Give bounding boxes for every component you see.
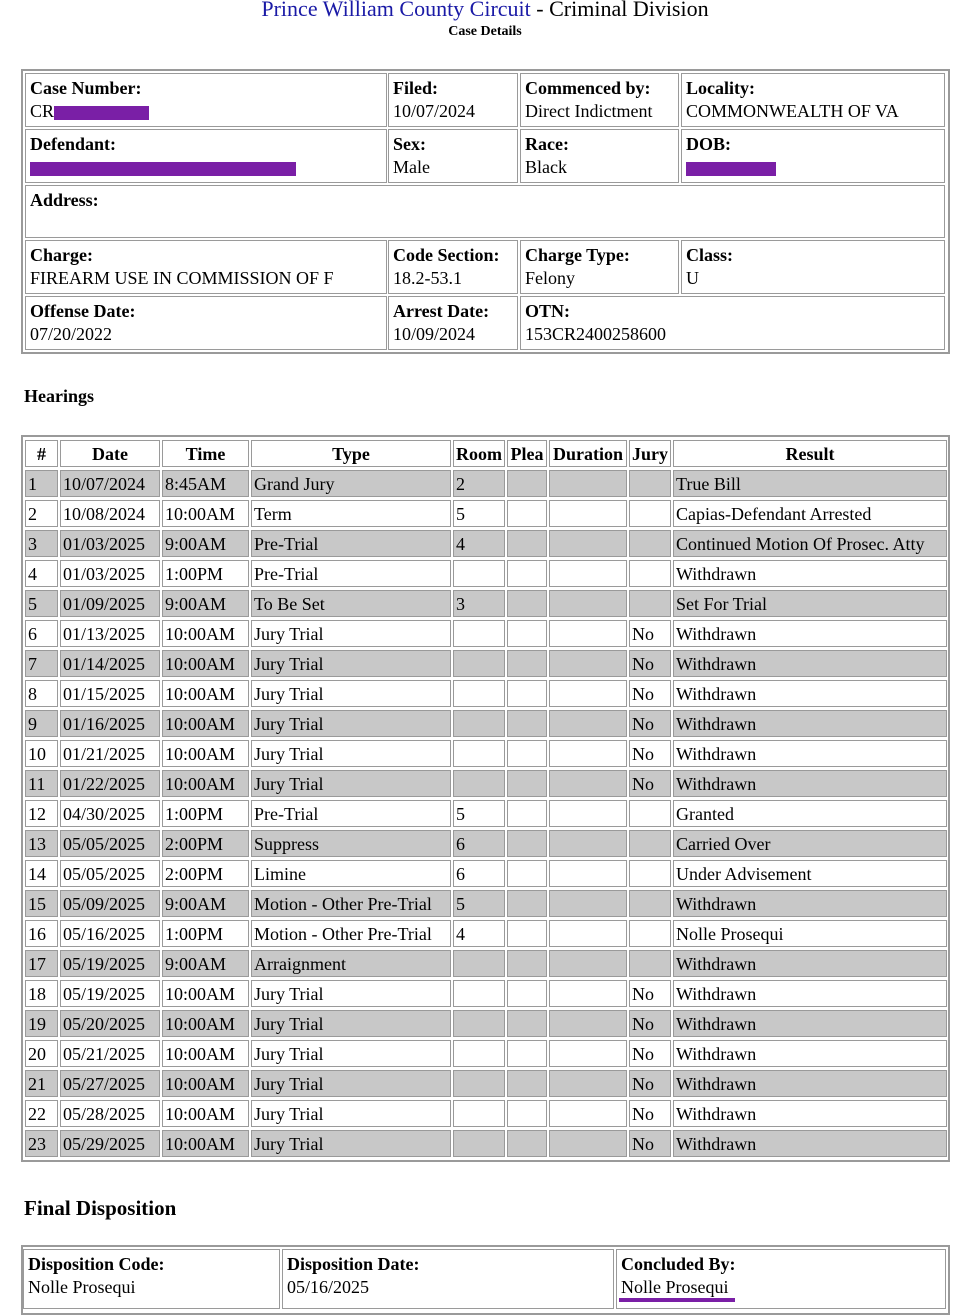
hearing-cell-time: 10:00AM (162, 1130, 249, 1157)
hearing-cell-type: Motion - Other Pre-Trial (251, 920, 451, 947)
otn-label: OTN: (525, 301, 570, 321)
case-number-prefix: CR (30, 101, 55, 121)
hearing-cell-jury (629, 530, 671, 557)
hearing-cell-type: Grand Jury (251, 470, 451, 497)
hearing-cell-jury (629, 950, 671, 977)
hearing-cell-plea (507, 830, 547, 857)
dob-label: DOB: (686, 134, 731, 154)
hearing-cell-jury: No (629, 650, 671, 677)
division-name: Criminal Division (549, 0, 709, 21)
column-header-type: Type (251, 440, 451, 467)
hearing-cell-type: Jury Trial (251, 740, 451, 767)
hearing-cell-result: Withdrawn (673, 770, 947, 797)
defendant-value (30, 156, 382, 179)
hearing-cell-type: Jury Trial (251, 980, 451, 1007)
hearing-cell-type: Jury Trial (251, 1070, 451, 1097)
hearing-cell-jury (629, 860, 671, 887)
hearing-cell-time: 1:00PM (162, 920, 249, 947)
hearing-cell-room: 6 (453, 860, 505, 887)
charge-type-value: Felony (525, 268, 576, 288)
hearing-cell-jury: No (629, 770, 671, 797)
hearing-cell-duration (549, 650, 627, 677)
hearing-cell-num: 16 (25, 920, 58, 947)
class-value: U (686, 268, 699, 288)
hearing-cell-plea (507, 1070, 547, 1097)
hearing-cell-plea (507, 1010, 547, 1037)
arrest-date-label: Arrest Date: (393, 301, 490, 321)
hearing-cell-date: 05/19/2025 (60, 980, 160, 1007)
hearing-cell-type: Suppress (251, 830, 451, 857)
offense-date-cell (25, 296, 387, 350)
column-header-result: Result (673, 440, 947, 467)
hearing-cell-room (453, 1010, 505, 1037)
hearing-cell-room (453, 560, 505, 587)
hearing-cell-num: 9 (25, 710, 58, 737)
class-cell (681, 240, 945, 294)
hearing-cell-jury: No (629, 1010, 671, 1037)
hearing-cell-num: 17 (25, 950, 58, 977)
final-disposition-title: Final Disposition (24, 1196, 177, 1220)
column-header-duration: Duration (549, 440, 627, 467)
hearing-cell-result: Withdrawn (673, 1040, 947, 1067)
hearing-cell-duration (549, 1100, 627, 1127)
hearing-cell-jury: No (629, 1100, 671, 1127)
commenced-label: Commenced by: (525, 78, 651, 98)
sex-value: Male (393, 157, 430, 177)
hearing-cell-room (453, 650, 505, 677)
hearing-cell-jury (629, 500, 671, 527)
hearing-cell-plea (507, 800, 547, 827)
hearing-cell-date: 05/28/2025 (60, 1100, 160, 1127)
hearing-cell-date: 01/22/2025 (60, 770, 160, 797)
hearing-cell-num: 19 (25, 1010, 58, 1037)
hearing-cell-date: 10/08/2024 (60, 500, 160, 527)
hearing-cell-result: Withdrawn (673, 560, 947, 587)
sex-cell (388, 129, 518, 183)
hearing-cell-jury (629, 470, 671, 497)
hearing-cell-time: 2:00PM (162, 860, 249, 887)
hearing-cell-type: Jury Trial (251, 680, 451, 707)
hearing-cell-num: 21 (25, 1070, 58, 1097)
hearing-cell-time: 10:00AM (162, 680, 249, 707)
case-number-label: Case Number: (30, 78, 142, 98)
hearing-cell-jury (629, 590, 671, 617)
hearing-cell-result: Withdrawn (673, 680, 947, 707)
class-label: Class: (686, 245, 734, 265)
disposition-code-cell (23, 1249, 280, 1309)
hearing-cell-duration (549, 800, 627, 827)
hearing-cell-num: 3 (25, 530, 58, 557)
hearing-cell-date: 01/21/2025 (60, 740, 160, 767)
code-section-label: Code Section: (393, 245, 500, 265)
hearing-cell-plea (507, 980, 547, 1007)
court-name: Prince William County Circuit (261, 0, 531, 21)
hearing-cell-type: Pre-Trial (251, 800, 451, 827)
hearing-cell-time: 2:00PM (162, 830, 249, 857)
hearing-cell-duration (549, 530, 627, 557)
otn-value: 153CR2400258600 (525, 324, 667, 344)
hearing-cell-jury (629, 920, 671, 947)
charge-type-label: Charge Type: (525, 245, 630, 265)
hearing-cell-room: 5 (453, 890, 505, 917)
offense-date-label: Offense Date: (30, 301, 136, 321)
hearing-cell-type: Jury Trial (251, 770, 451, 797)
hearing-cell-time: 10:00AM (162, 710, 249, 737)
hearing-cell-time: 9:00AM (162, 890, 249, 917)
hearing-cell-room (453, 1040, 505, 1067)
hearing-cell-type: Arraignment (251, 950, 451, 977)
hearing-cell-result: True Bill (673, 470, 947, 497)
hearing-cell-num: 22 (25, 1100, 58, 1127)
disposition-date-cell (282, 1249, 614, 1309)
concluded-by-cell (616, 1249, 946, 1309)
hearing-cell-num: 8 (25, 680, 58, 707)
hearing-cell-date: 01/14/2025 (60, 650, 160, 677)
hearing-cell-plea (507, 530, 547, 557)
hearing-cell-duration (549, 920, 627, 947)
hearing-cell-duration (549, 890, 627, 917)
hearing-cell-room (453, 620, 505, 647)
hearing-cell-duration (549, 770, 627, 797)
hearing-cell-plea (507, 890, 547, 917)
hearing-cell-result: Withdrawn (673, 1010, 947, 1037)
hearing-cell-type: Jury Trial (251, 1100, 451, 1127)
hearing-cell-num: 7 (25, 650, 58, 677)
hearing-cell-room: 3 (453, 590, 505, 617)
code-section-value: 18.2-53.1 (393, 268, 462, 288)
page-title (0, 0, 970, 24)
dob-value (686, 156, 940, 179)
hearing-cell-result: Nolle Prosequi (673, 920, 947, 947)
hearing-cell-num: 5 (25, 590, 58, 617)
hearing-cell-jury: No (629, 710, 671, 737)
hearing-cell-time: 10:00AM (162, 980, 249, 1007)
hearing-cell-time: 8:45AM (162, 470, 249, 497)
hearing-cell-plea (507, 590, 547, 617)
hearing-cell-date: 05/20/2025 (60, 1010, 160, 1037)
hearing-cell-time: 10:00AM (162, 500, 249, 527)
hearing-cell-room (453, 1070, 505, 1097)
hearing-cell-time: 9:00AM (162, 950, 249, 977)
hearing-cell-date: 05/19/2025 (60, 950, 160, 977)
hearing-cell-num: 12 (25, 800, 58, 827)
hearing-cell-plea (507, 680, 547, 707)
hearing-cell-result: Withdrawn (673, 710, 947, 737)
filed-cell (388, 73, 518, 127)
hearing-cell-num: 13 (25, 830, 58, 857)
hearing-cell-type: Pre-Trial (251, 560, 451, 587)
concluded-by-label: Concluded By: (621, 1254, 736, 1274)
hearing-cell-jury: No (629, 620, 671, 647)
hearing-cell-plea (507, 650, 547, 677)
offense-date-value: 07/20/2022 (30, 324, 113, 344)
hearing-cell-result: Under Advisement (673, 860, 947, 887)
hearing-cell-type: Jury Trial (251, 710, 451, 737)
hearing-cell-time: 10:00AM (162, 1070, 249, 1097)
hearing-cell-room: 5 (453, 500, 505, 527)
charge-cell (25, 240, 387, 294)
hearing-cell-plea (507, 1130, 547, 1157)
hearing-cell-duration (549, 950, 627, 977)
hearing-cell-duration (549, 860, 627, 887)
hearing-cell-date: 05/29/2025 (60, 1130, 160, 1157)
charge-type-cell (520, 240, 679, 294)
case-number-cell (25, 73, 387, 127)
hearing-cell-duration (549, 590, 627, 617)
locality-cell (681, 73, 945, 127)
hearing-cell-date: 01/13/2025 (60, 620, 160, 647)
hearing-cell-time: 10:00AM (162, 1100, 249, 1127)
hearing-cell-date: 05/05/2025 (60, 860, 160, 887)
hearing-cell-date: 01/09/2025 (60, 590, 160, 617)
hearing-cell-duration (549, 1130, 627, 1157)
filed-label: Filed: (393, 78, 438, 98)
charge-label: Charge: (30, 245, 93, 265)
redaction-mark (686, 162, 776, 176)
hearing-cell-num: 14 (25, 860, 58, 887)
hearing-cell-jury (629, 560, 671, 587)
hearing-cell-result: Capias-Defendant Arrested (673, 500, 947, 527)
hearing-cell-type: Limine (251, 860, 451, 887)
hearing-cell-room: 4 (453, 530, 505, 557)
hearing-cell-jury (629, 890, 671, 917)
hearing-cell-room: 2 (453, 470, 505, 497)
hearing-cell-date: 05/21/2025 (60, 1040, 160, 1067)
redaction-mark (30, 162, 296, 176)
hearing-cell-jury: No (629, 1130, 671, 1157)
column-header-jury: Jury (629, 440, 671, 467)
hearing-cell-duration (549, 560, 627, 587)
arrest-date-value: 10/09/2024 (393, 324, 476, 344)
hearing-cell-jury: No (629, 980, 671, 1007)
hearing-cell-time: 10:00AM (162, 770, 249, 797)
hearing-cell-room: 5 (453, 800, 505, 827)
hearing-cell-result: Carried Over (673, 830, 947, 857)
disposition-code-label: Disposition Code: (28, 1254, 165, 1274)
hearings-table (21, 435, 950, 1162)
hearing-cell-type: Jury Trial (251, 1130, 451, 1157)
hearing-cell-room: 6 (453, 830, 505, 857)
hearing-cell-date: 10/07/2024 (60, 470, 160, 497)
hearing-cell-duration (549, 980, 627, 1007)
hearing-cell-plea (507, 1040, 547, 1067)
hearing-cell-time: 10:00AM (162, 650, 249, 677)
hearing-cell-num: 2 (25, 500, 58, 527)
hearing-cell-num: 10 (25, 740, 58, 767)
disposition-date-value: 05/16/2025 (287, 1277, 370, 1297)
hearing-cell-duration (549, 1010, 627, 1037)
hearing-cell-room (453, 680, 505, 707)
hearing-cell-duration (549, 500, 627, 527)
hearing-cell-room: 4 (453, 920, 505, 947)
hearing-cell-date: 04/30/2025 (60, 800, 160, 827)
defendant-label: Defendant: (30, 134, 116, 154)
hearing-cell-date: 05/16/2025 (60, 920, 160, 947)
hearing-cell-room (453, 710, 505, 737)
hearing-cell-result: Withdrawn (673, 1100, 947, 1127)
commenced-cell (520, 73, 679, 127)
disposition-date-label: Disposition Date: (287, 1254, 420, 1274)
hearing-cell-jury: No (629, 1070, 671, 1097)
locality-value: COMMONWEALTH OF VA (686, 101, 899, 121)
column-header-plea: Plea (507, 440, 547, 467)
commenced-value: Direct Indictment (525, 101, 653, 121)
hearing-cell-type: Jury Trial (251, 650, 451, 677)
hearing-cell-plea (507, 950, 547, 977)
hearing-cell-result: Withdrawn (673, 980, 947, 1007)
hearing-cell-time: 9:00AM (162, 530, 249, 557)
hearing-cell-plea (507, 920, 547, 947)
hearing-cell-type: Jury Trial (251, 620, 451, 647)
dob-cell (681, 129, 945, 183)
hearing-cell-plea (507, 740, 547, 767)
hearing-cell-result: Withdrawn (673, 950, 947, 977)
hearing-cell-type: Term (251, 500, 451, 527)
race-label: Race: (525, 134, 569, 154)
code-section-cell (388, 240, 518, 294)
hearing-cell-duration (549, 830, 627, 857)
hearing-cell-duration (549, 1040, 627, 1067)
column-header-date: Date (60, 440, 160, 467)
otn-cell (520, 296, 945, 350)
hearing-cell-num: 18 (25, 980, 58, 1007)
hearing-cell-plea (507, 500, 547, 527)
hearing-cell-plea (507, 860, 547, 887)
hearing-cell-plea (507, 470, 547, 497)
hearing-cell-date: 05/09/2025 (60, 890, 160, 917)
hearing-cell-type: To Be Set (251, 590, 451, 617)
hearing-cell-duration (549, 680, 627, 707)
address-cell (25, 185, 945, 238)
hearing-cell-time: 9:00AM (162, 590, 249, 617)
hearing-cell-time: 10:00AM (162, 740, 249, 767)
defendant-cell (25, 129, 387, 183)
hearing-cell-type: Jury Trial (251, 1040, 451, 1067)
hearing-cell-num: 6 (25, 620, 58, 647)
hearing-cell-result: Withdrawn (673, 1130, 947, 1157)
hearing-cell-num: 23 (25, 1130, 58, 1157)
hearing-cell-result: Withdrawn (673, 740, 947, 767)
redaction-mark (619, 1298, 735, 1302)
arrest-date-cell (388, 296, 518, 350)
hearing-cell-duration (549, 710, 627, 737)
hearing-cell-jury (629, 830, 671, 857)
race-value: Black (525, 157, 567, 177)
hearing-cell-plea (507, 620, 547, 647)
case-number-value (30, 100, 382, 123)
disposition-code-value: Nolle Prosequi (28, 1277, 136, 1297)
hearing-cell-room (453, 980, 505, 1007)
hearing-cell-result: Set For Trial (673, 590, 947, 617)
hearing-cell-date: 01/03/2025 (60, 530, 160, 557)
hearing-cell-date: 01/03/2025 (60, 560, 160, 587)
concluded-by-value: Nolle Prosequi (621, 1277, 729, 1297)
hearing-cell-type: Pre-Trial (251, 530, 451, 557)
race-cell (520, 129, 679, 183)
charge-value: FIREARM USE IN COMMISSION OF F (30, 268, 334, 288)
column-header-time: Time (162, 440, 249, 467)
hearing-cell-jury (629, 800, 671, 827)
hearing-cell-duration (549, 1070, 627, 1097)
hearings-title: Hearings (24, 386, 94, 406)
page-subtitle: Case Details (448, 24, 522, 39)
hearing-cell-result: Granted (673, 800, 947, 827)
hearing-cell-date: 01/16/2025 (60, 710, 160, 737)
locality-label: Locality: (686, 78, 755, 98)
hearing-cell-time: 10:00AM (162, 1040, 249, 1067)
address-label: Address: (30, 190, 99, 210)
hearing-cell-type: Motion - Other Pre-Trial (251, 890, 451, 917)
hearing-cell-jury: No (629, 740, 671, 767)
hearing-cell-room (453, 1100, 505, 1127)
title-separator: - (530, 0, 550, 21)
hearing-cell-result: Withdrawn (673, 650, 947, 677)
hearing-cell-room (453, 1130, 505, 1157)
hearing-cell-time: 10:00AM (162, 1010, 249, 1037)
hearing-cell-time: 10:00AM (162, 620, 249, 647)
hearing-cell-date: 05/27/2025 (60, 1070, 160, 1097)
hearing-cell-duration (549, 620, 627, 647)
hearing-cell-result: Withdrawn (673, 1070, 947, 1097)
hearing-cell-time: 1:00PM (162, 800, 249, 827)
hearing-cell-plea (507, 1100, 547, 1127)
hearing-cell-num: 4 (25, 560, 58, 587)
hearing-cell-plea (507, 710, 547, 737)
hearing-cell-time: 1:00PM (162, 560, 249, 587)
hearing-cell-plea (507, 770, 547, 797)
column-header-num: # (25, 440, 58, 467)
redaction-mark (54, 106, 149, 120)
hearing-cell-date: 05/05/2025 (60, 830, 160, 857)
hearing-cell-result: Continued Motion Of Prosec. Atty (673, 530, 947, 557)
sex-label: Sex: (393, 134, 426, 154)
hearing-cell-jury: No (629, 680, 671, 707)
hearing-cell-num: 11 (25, 770, 58, 797)
hearing-cell-num: 15 (25, 890, 58, 917)
hearing-cell-date: 01/15/2025 (60, 680, 160, 707)
hearing-cell-room (453, 740, 505, 767)
hearing-cell-duration (549, 740, 627, 767)
hearing-cell-plea (507, 560, 547, 587)
filed-value: 10/07/2024 (393, 101, 476, 121)
hearing-cell-num: 20 (25, 1040, 58, 1067)
hearing-cell-result: Withdrawn (673, 890, 947, 917)
hearing-cell-duration (549, 470, 627, 497)
hearing-cell-jury: No (629, 1040, 671, 1067)
column-header-room: Room (453, 440, 505, 467)
hearing-cell-type: Jury Trial (251, 1010, 451, 1037)
hearing-cell-num: 1 (25, 470, 58, 497)
hearing-cell-result: Withdrawn (673, 620, 947, 647)
hearing-cell-room (453, 950, 505, 977)
hearing-cell-room (453, 770, 505, 797)
